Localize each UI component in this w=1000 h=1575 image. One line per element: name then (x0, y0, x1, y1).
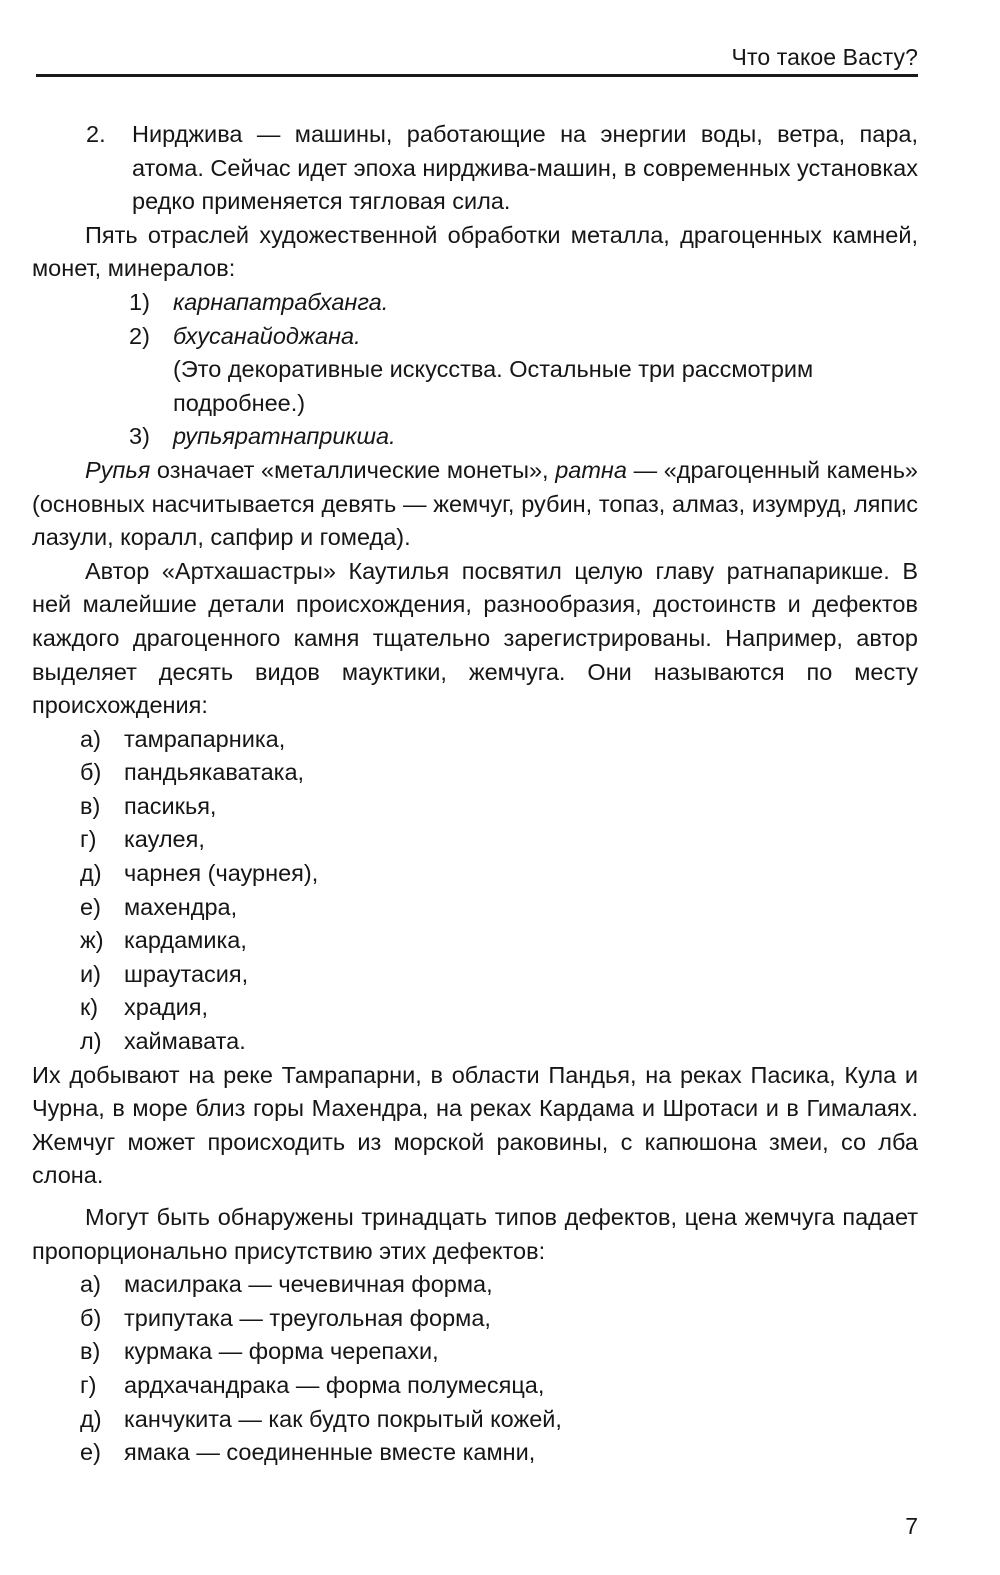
term-rupya: Рупья (85, 456, 151, 483)
list-item-branch (32, 420, 918, 454)
term-ratna: ратна (555, 456, 627, 483)
list-number: 2. (86, 121, 106, 147)
list-text: рупьяратнаприкша. (173, 423, 396, 450)
list-item-pearl-type (32, 790, 918, 824)
list-letter: д) (80, 860, 102, 887)
list-letter: ж) (80, 927, 104, 954)
list-text: бхусанайоджана. (173, 322, 361, 349)
list-number: 3) (129, 423, 150, 450)
list-text: храдия, (124, 994, 208, 1021)
list-letter: в) (80, 1338, 101, 1365)
list-item-defect (32, 1268, 918, 1302)
list-text: пасикья, (124, 792, 217, 819)
list-item-pearl-type (32, 924, 918, 958)
list-text: ямака — соединенные вместе камни, (124, 1439, 536, 1466)
list-item-defect (32, 1369, 918, 1403)
list-item-nirjiva (32, 118, 918, 219)
list-item-pearl-type (32, 723, 918, 757)
list-letter: б) (80, 1304, 102, 1331)
list-letter: к) (80, 994, 99, 1021)
list-text: хаймавата. (124, 1028, 246, 1055)
list-text: тамрапарника, (124, 725, 286, 752)
list-item-pearl-type (32, 958, 918, 992)
parenthetical-note: (Это декоративные искусства. Остальные три рассмотрим подробнее.) (173, 356, 814, 416)
paragraph-arthashastra: Автор «Артхашастры» Каутилья посвятил целую главу ратнапарикше. В ней малейшие детали происхождения, разнообразия, достоинств и дефектов каждого драгоценного камня тщательно зарегистрированы. Например, автор выделяет десять видов мауктики, жемчуга. Они называются по месту происхождения: (32, 557, 918, 719)
list-letter: и) (80, 960, 101, 987)
list-letter: е) (80, 1439, 101, 1466)
page-body (32, 118, 918, 1470)
list-item-pearl-type (32, 823, 918, 857)
list-letter: л) (80, 1028, 102, 1055)
list-item-defect (32, 1436, 918, 1470)
paragraph-text: означает «металлические монеты», (150, 456, 556, 483)
list-text: трипутака — треугольная форма, (124, 1304, 491, 1331)
list-number: 1) (129, 288, 150, 315)
list-text: Нирджива — машины, работающие на энергии воды, ветра, пара, атома. Сейчас идет эпоха нирджива-машин, в современных установках редко применяется тягловая сила. (132, 121, 918, 215)
list-item-branch (32, 286, 918, 320)
list-text: пандьякаватака, (124, 759, 305, 786)
list-item-defect (32, 1335, 918, 1369)
list-letter: в) (80, 792, 101, 819)
list-letter: е) (80, 893, 101, 920)
paragraph-pearl-sources: Их добывают на реке Тамрапарни, в области Пандья, на реках Пасика, Кула и Чурна, в море близ горы Махендра, на реках Кардама и Шротаси и в Гималаях. Жемчуг может происходить из морской раковины, с капюшона змеи, со лба слона. (32, 1061, 918, 1189)
list-item-pearl-type (32, 1025, 918, 1059)
list-text: махендра, (124, 893, 238, 920)
list-item-defect (32, 1302, 918, 1336)
running-header: Что такое Васту? (731, 44, 918, 70)
list-item-pearl-type (32, 991, 918, 1025)
list-text: курмака — форма черепахи, (124, 1338, 439, 1365)
list-letter: а) (80, 1271, 101, 1298)
paragraph-rupya-ratna (32, 454, 918, 555)
list-text: ардхачандрака — форма полумесяца, (124, 1371, 545, 1398)
paragraph-defects-intro: Могут быть обнаружены тринадцать типов дефектов, цена жемчуга падает пропорционально присутствию этих дефектов: (32, 1204, 918, 1264)
list-text: шраутасия, (124, 960, 249, 987)
list-text: кардамика, (124, 927, 247, 954)
paragraph-text: — «драгоценный камень» (основных насчитывается девять — жемчуг, рубин, топаз, алмаз, изумруд, ляпис лазули, коралл, сапфир и гомеда). (32, 456, 919, 551)
list-item-pearl-type (32, 756, 918, 790)
list-item-pearl-type (32, 857, 918, 891)
list-number: 2) (129, 322, 150, 349)
list-letter: б) (80, 759, 102, 786)
list-text: чарнея (чаурнея), (124, 860, 319, 887)
list-item-branch (32, 320, 918, 354)
list-text: канчукита — как будто покрытый кожей, (124, 1405, 562, 1432)
list-text: карнапатрабханга. (173, 288, 389, 315)
paragraph-branches-intro: Пять отраслей художественной обработки металла, драгоценных камней, монет, минералов: (32, 221, 918, 282)
list-letter: г) (80, 1371, 97, 1398)
paragraph-gap (32, 1193, 918, 1201)
header-rule (36, 74, 918, 77)
page-number: 7 (905, 1513, 918, 1539)
list-item-pearl-type (32, 891, 918, 925)
list-letter: д) (80, 1405, 102, 1432)
list-text: масилрака — чечевичная форма, (124, 1271, 493, 1298)
list-text: каулея, (124, 826, 205, 853)
list-item-defect (32, 1403, 918, 1437)
list-letter: г) (80, 826, 97, 853)
list-letter: а) (80, 725, 101, 752)
